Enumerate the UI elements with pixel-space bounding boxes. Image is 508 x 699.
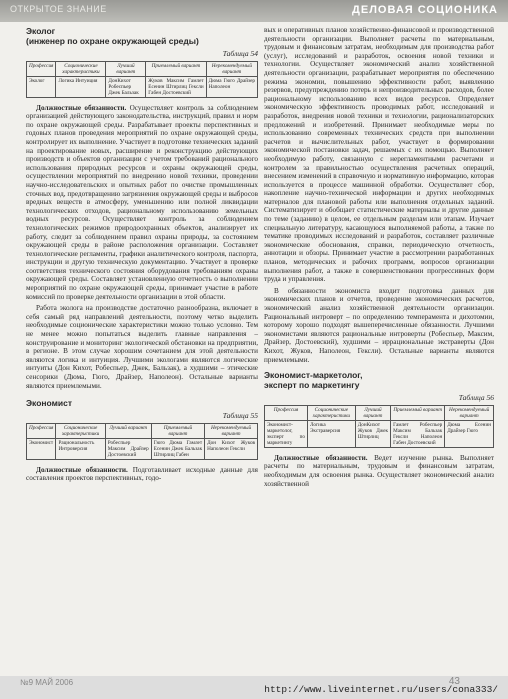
- table-header-cell: Лучший вариант: [355, 405, 390, 420]
- section-title: ДЕЛОВАЯ СОЦИОНИКА: [352, 4, 498, 16]
- table-header-cell: Нерекомендуемый вариант: [445, 405, 494, 420]
- table-header-cell: Профессия: [27, 423, 56, 438]
- table-cell: Дюма Есенин Драйзер Гюго: [445, 420, 494, 447]
- table-header-cell: Профессия: [265, 405, 308, 420]
- heading-ecologist: Эколог: [26, 26, 56, 36]
- table-header-cell: Лучший вариант: [105, 423, 151, 438]
- table-header-cell: Соционические характеристики: [308, 405, 356, 420]
- table-row: [265, 420, 494, 447]
- heading-economist: Экономист: [26, 398, 72, 409]
- issue-label: №9 МАЙ 2006: [20, 678, 74, 687]
- table-cell: Робеспьер Максим Драйзер Достоевский: [105, 438, 151, 459]
- paragraph-duties-economist: [26, 466, 258, 483]
- table-header-cell: Лучший вариант: [106, 61, 146, 76]
- table-cell: Экономист-маркетолог, эксперт по маркетингу: [265, 420, 308, 447]
- table-56: [264, 405, 494, 448]
- table-54-caption: Таблица 54: [222, 49, 258, 58]
- table-cell: Логика Интуиция: [56, 76, 106, 97]
- left-column: [26, 26, 258, 486]
- header-bar: [0, 0, 508, 22]
- subheading-marketer: эксперт по маркетингу: [264, 380, 360, 391]
- table-cell: Гамлет Робеспьер Максим Бальзак Гексли Наполеон Габен Достоевский: [391, 420, 445, 447]
- table-header-cell: Приемлемый вариант: [151, 423, 204, 438]
- table-55-caption: Таблица 55: [222, 411, 258, 421]
- table-header-cell: Приемлемый вариант: [391, 405, 445, 420]
- table-header-cell: Приемлемый вариант: [146, 61, 206, 76]
- table-cell: Жуков Максим Гамлет Есенин Штирлиц Гексли Габен Достоевский: [146, 76, 206, 97]
- table-cell: Экономист: [27, 438, 56, 459]
- paragraph-duties-marketer: [264, 454, 494, 488]
- table-header-cell: Профессия: [27, 61, 56, 76]
- table-cell: Дюма Гюго Драйзер Наполеон: [206, 76, 257, 97]
- lead-text: Должностные обязанности.: [274, 453, 368, 462]
- table-cell: ДонКихот Жуков Джек Штирлиц: [355, 420, 390, 447]
- table-cell: Гюго Дюма Гамлет Есенин Джек Бальзак Штирлиц Габен: [151, 438, 204, 459]
- table-cell: Логика Экстраверсия: [308, 420, 356, 447]
- table-header-cell: Нерекомендуемый вариант: [205, 423, 258, 438]
- table-header-cell: Соционические характеристики: [56, 423, 105, 438]
- body-text: Подготавливает исходные данные для составления проектов перспективных, годо-: [26, 465, 258, 483]
- paragraph-analysis-ecologist: Работа эколога на производстве достаточно разнообразна, включает в себя самый ряд направлений деятельности, поэтому четко выделить необходимые соционические характеристики можно только условно. Тем не менее можно попытаться выделить главные направления – конструирование и мониторинг экологической обстановки на предприятии, в регионе. В этом случае хорошим сочетанием для этой деятельности являются логика и интуиция. Лучшими экологами являются логические интуиты (Дон Кихот, Робеспьер, Джек, Бальзак), а худшими – этические сенсорики (Дюма, Гюго, Драйзер, Наполеон). Остальные варианты являются приемлемыми.: [26, 304, 258, 390]
- table-cell: Эколог: [27, 76, 56, 97]
- lead-text: Должностные обязанности.: [36, 103, 127, 112]
- table-cell: Рациональность Интроверсия: [56, 438, 105, 459]
- source-url[interactable]: http://www.liveinternet.ru/users/cona333/: [264, 684, 498, 695]
- lead-text: Должностные обязанности.: [36, 465, 128, 474]
- table-row: [27, 438, 258, 459]
- table-56-caption: Таблица 56: [458, 393, 494, 403]
- journal-name: ОТКРЫТОЕ ЗНАНИЕ: [10, 4, 107, 14]
- table-header-cell: Нерекомендуемый вариант: [206, 61, 257, 76]
- paragraph-analysis-economist: В обязанности экономиста входит подготовка данных для экономических планов и отчетов, проведение экономических расчетов, экономический анализ хозяйственной деятельности организации. Рациональный интроверт – по определению темперамента и дихотомии, которому хорошо подходят вышеперечисленные обязанности. Лучшими экономистами являются рациональные интроверты (Робеспьер, Максим, Драйзер, Достоевский), худшими – иррациональные экстраверты (Дон Кихот, Жуков, Наполеон, Гексли). Остальные варианты являются приемлемыми.: [264, 286, 494, 364]
- subheading-ecologist: (инженер по охране окружающей среды): [26, 36, 199, 46]
- table-row: [27, 76, 258, 97]
- right-column: [264, 26, 494, 491]
- table-header-cell: Соционические характеристики: [56, 61, 106, 76]
- paragraph-economist-continued: вых и оперативных планов хозяйственно-финансовой и производственной деятельности организации. Выполняет расчеты по материальным, трудовым и финансовым затратам, необходимым для производства работ (услуг), исследований и разработок, освоения новой техники и технологии. Осуществляет экономический анализ хозяйственной деятельности организации, разрабатывает мероприятия по обеспечению режима экономии, повышению эффективности работ, выявлению резервов, предупреждению потерь и непроизводительных расходов, более рациональному использованию всех видов ресурсов. Определяет экономическую эффективность проводимых работ, исследований и разработок, внедрения новой техники и технологии, рационализаторских предложений и изобретений. Принимает необходимые меры по использованию современных технических средств при выполнении расчетов и вычислительных работ, участвует в формировании экономической постановки задач, решаемых с их помощью. Выполняет необходимую работу, связанную с нерегламентными расчетами и контролем за правильностью осуществления расчетных операций, внесением изменений в справочную и нормативную информацию, которая используется в процессе машинной обработки. Осуществляет сбор, накопление научно-технической информации и других необходимых материалов для плановой работы или выполнения отдельных заданий. Систематизирует и обобщает статистические материалы и другие данные по теме (заданию) в целом, ее отдельным разделам или этапам. Изучает специальную литературу, касающуюся выполняемой работы, а также по тематике проводимых исследований и разработок, составляет различные экономические обоснования, справки, периодическую отчетность, аннотации и обзоры. Принимает участие в рассмотрении разработанных планов, методических и рабочих программ, вопросов организации выполнения работ, а также в совершенствовании прогрессивных форм труда и управления.: [264, 26, 494, 284]
- page-number: 43: [448, 676, 460, 687]
- heading-marketer: Экономист-маркетолог,: [264, 370, 363, 381]
- table-cell: ДонКихот Робеспьер Джек Бальзак: [106, 76, 146, 97]
- table-cell: Дон Кихот Жуков Наполеон Гексли: [205, 438, 258, 459]
- body-text: Осуществляет контроль за соблюдением организацией действующего законодательства, инструкций, правил и норм по охране окружающей среды. Разрабатывает проекты перспективных и годовых планов проведения мероприятий по охране окружающей среды, контролирует их выполнение. Участвует в подготовке технических заданий на проектирование новых, расширение и реконструкцию действующих производств и объектов организации с учетом требований рационального использования природных ресурсов и охраны окружающей среды, осуществлении мероприятий по внедрению новой техники, проведении научно-исследовательских и опытных работ по очистке промышленных сточных вод, предотвращению загрязнения окружающей среды и выбросов вредных веществ в атмосферу, уменьшению или полной ликвидации технологических отходов, рациональному использованию земельных водных ресурсов. Осуществляет контроль за соблюдением технологических режимов природоохранных объектов, анализирует их работу, следит за соблюдением правил охраны природы, за состоянием окружающей среды в районе расположения организации. Составляет технологические регламенты, графики аналитического контроля, паспорта, инструкции и другую техническую документацию. Участвует в проверке соответствия технического состояния оборудования требованиям охраны окружающей среды. Составляет установленную отчетность о выполнении мероприятий по охране окружающей среды, принимает участие в работе комиссий по проверке деятельности организации в этой области.: [26, 103, 258, 301]
- paragraph-duties-ecologist: [26, 104, 258, 302]
- table-54: [26, 61, 258, 98]
- table-55: [26, 423, 258, 460]
- body-text: Ведет изучение рынка. Выполняет расчеты по материальным, трудовым и финансовым затратам, необходимым для освоения рынка. Осуществляет экономический анализ хозяйственной: [264, 453, 494, 488]
